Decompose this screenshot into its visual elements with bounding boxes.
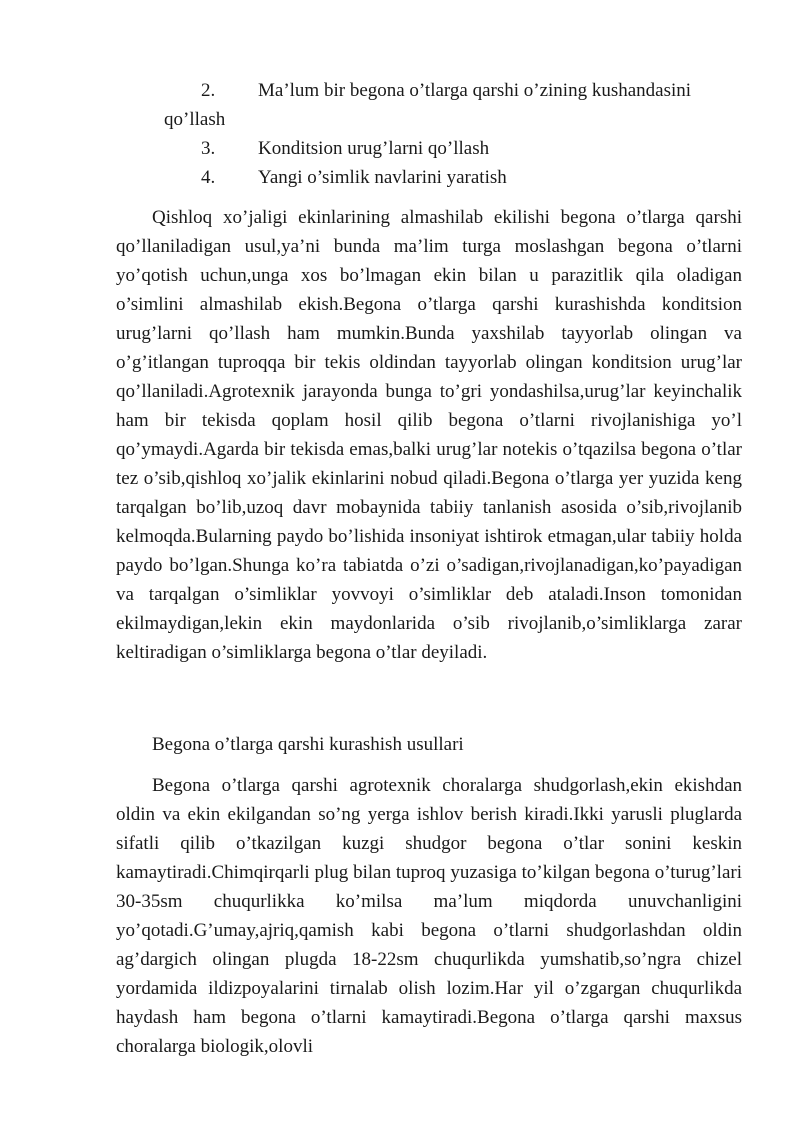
list-item-text: Yangi o’simlik navlarini yaratish [258, 167, 507, 188]
list-item-text: Konditsion urug’larni qo’llash [258, 138, 490, 159]
list-item [0, 163, 800, 192]
list-item-number: 4. [201, 167, 216, 188]
list-item-text-continuation: qo’llash [164, 109, 226, 130]
list-item [0, 134, 800, 163]
section-heading: Begona o’tlarga qarshi kurashish usullari [152, 734, 464, 755]
list-item [0, 76, 800, 105]
list-item-continuation [0, 105, 800, 134]
list-item-number: 2. [201, 80, 216, 101]
numbered-list [0, 76, 800, 192]
list-item-text: Ma’lum bir begona o’tlarga qarshi o’zining kushandasini [258, 80, 692, 101]
body-paragraph: Qishloq xo’jaligi ekinlarining almashilab ekilishi begona o’tlarga qarshi qo’llaniladigan usul,ya’ni bunda ma’lim turga moslashgan begona o’tlarni yo’qotish uchun,unga xos bo’lmagan ekin bilan u parazitlik qila oladigan o’simlini almashilab ekish.Begona o’tlarga qarshi kurashishda konditsion urug’larni qo’llash ham mumkin.Bunda yaxshilab tayyorlab olingan va o’g’itlangan tuproqqa bir tekis oldindan tayyorlab olingan konditsion urug’lar qo’llaniladi.Agrotexnik jarayonda bunga to’gri yondashilsa,urug’lar keyinchalik ham bir tekisda qoplam hosil qilib begona o’tlarni rivojlanishiga yo’l qo’ymaydi.Agarda bir tekisda emas,balki urug’lar notekis o’tqazilsa begona o’tlar tez o’sib,qishloq xo’jalik ekinlarini nobud qiladi.Begona o’tlarga yer yuzida keng tarqalgan bo’lib,uzoq davr mobaynida tabiiy tanlanish asosida o’sib,rivojlanib kelmoqda.Bularning paydo bo’lishida insoniyat ishtirok etmagan,ular tabiiy holda paydo bo’lgan.Shunga ko’ra tabiatda o’zi o’sadigan,rivojlanadigan,ko’payadigan va tarqalgan o’simliklar yovvoyi o’simliklar deb ataladi.Inson tomonidan ekilmaydigan,lekin ekin maydonlarida o’sib rivojlanib,o’simliklarga zarar keltiradigan o’simliklarga begona o’tlar deyiladi. [116, 207, 742, 663]
list-item-number: 3. [201, 138, 216, 159]
body-paragraph: Begona o’tlarga qarshi agrotexnik choralarga shudgorlash,ekin ekishdan oldin va ekin ekilgandan so’ng yerga ishlov berish kiradi.Ikki yarusli pluglarda sifatli qilib o’tkazilgan kuzgi shudgor begona o’tlar sonini keskin kamaytiradi.Chimqirqarli plug bilan tuproq yuzasiga to’kilgan begona o’turug’lari 30-35sm chuqurlikka ko’milsa ma’lum miqdorda unuvchanligini yo’qotadi.G’umay,ajriq,qamish kabi begona o’tlarni shudgorlashdan oldin ag’dargich olingan plugda 18-22sm chuqurlikda yumshatib,so’ngra chizel yordamida ildizpoyalarini tirnalab olish lozim.Har yil o’zgargan chuqurlikda haydash ham begona o’tlarni kamaytiradi.Begona o’tlarga qarshi maxsus choralarga biologik,olovli [116, 775, 742, 1057]
